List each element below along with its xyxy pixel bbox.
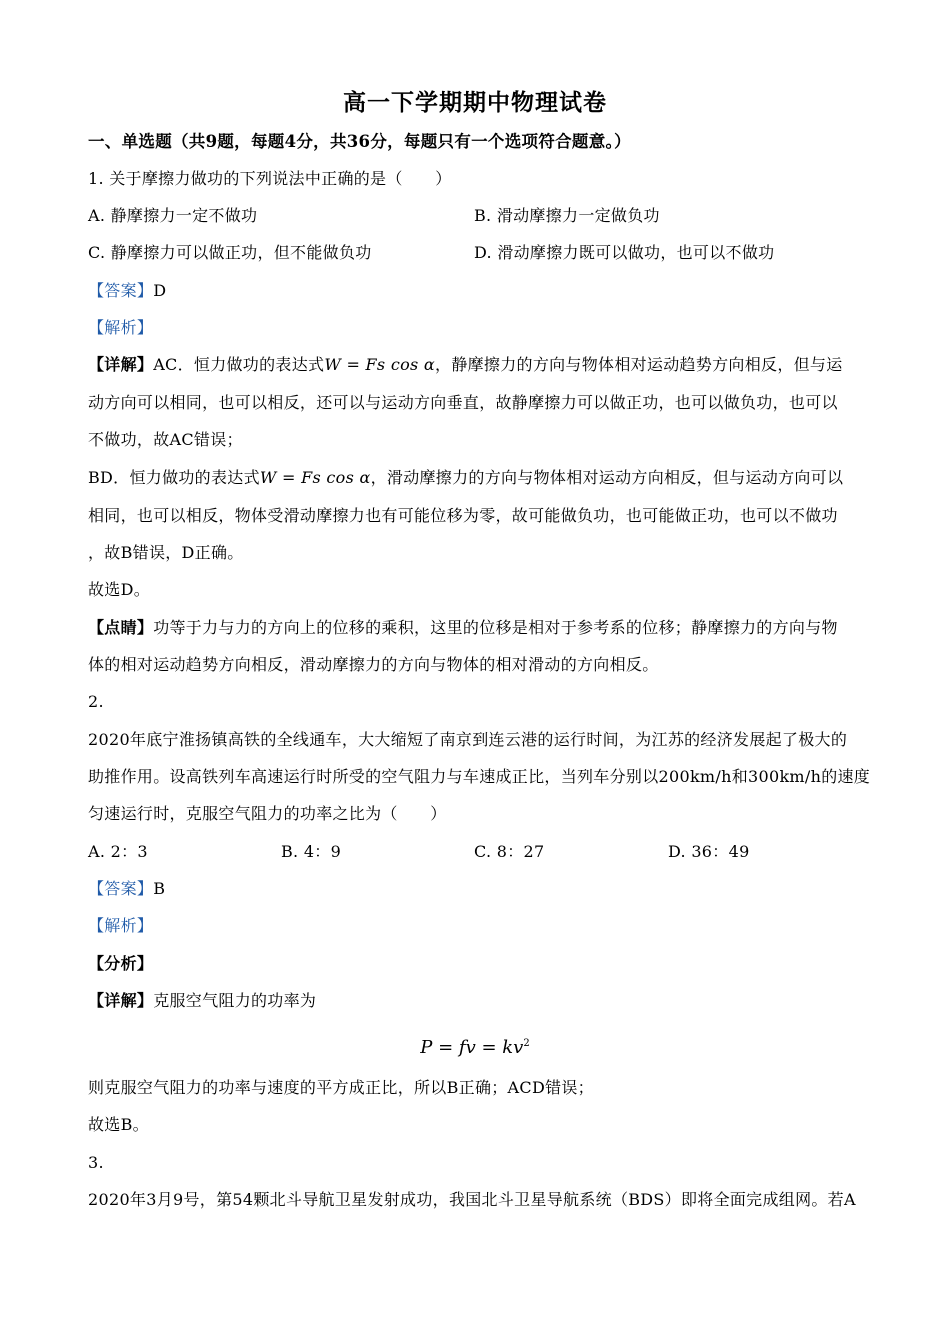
q1-option-b: B. 滑动摩擦力一定做负功 bbox=[474, 206, 660, 225]
q1-analysis-tag: 【解析】 bbox=[88, 318, 154, 337]
q2-stem-line-1: 2020年底宁淮扬镇高铁的全线通车，大大缩短了南京到连云港的运行时间，为江苏的经济发展起了极大的 bbox=[88, 730, 848, 749]
q1-option-c: C. 静摩擦力可以做正功，但不能做负功 bbox=[88, 243, 372, 262]
section-heading: 一、单选题（共9题，每题4分，共36分，每题只有一个选项符合题意。） bbox=[88, 132, 631, 151]
formula-exponent: 2 bbox=[523, 1038, 530, 1049]
detail-tag: 【详解】 bbox=[88, 355, 154, 374]
page-title: 高一下学期期中物理试卷 bbox=[343, 89, 607, 116]
work-formula: W = Fs cos α bbox=[259, 468, 371, 487]
answer-value: D bbox=[153, 281, 167, 300]
q2-fenxi-tag: 【分析】 bbox=[88, 954, 154, 973]
q2-number: 2. bbox=[88, 692, 104, 711]
q1-detail-line-2: 动方向可以相同，也可以相反，还可以与运动方向垂直，故静摩擦力可以做正功，也可以做负功，也可以 bbox=[88, 393, 838, 412]
q2-option-a: A. 2：3 bbox=[88, 842, 148, 861]
answer-tag: 【答案】 bbox=[88, 281, 154, 300]
q1-detail-line-5: 相同，也可以相反，物体受滑动摩擦力也有可能位移为零，故可能做负功，也可能做正功，也可以不做功 bbox=[88, 506, 838, 525]
detail-text: ，滑动摩擦力的方向与物体相对运动方向相反，但与运动方向可以 bbox=[370, 468, 844, 487]
q3-stem-line-1: 2020年3月9号，第54颗北斗导航卫星发射成功，我国北斗卫星导航系统（BDS）即将全面完成组网。若A bbox=[88, 1190, 856, 1209]
detail-text: AC．恒力做功的表达式 bbox=[153, 355, 325, 374]
q2-answer bbox=[88, 878, 165, 900]
q2-option-c: C. 8：27 bbox=[474, 842, 545, 861]
answer-value: B bbox=[153, 879, 166, 898]
q1-detail-line-6: ，故B错误，D正确。 bbox=[88, 543, 244, 562]
q2-option-b: B. 4：9 bbox=[281, 842, 342, 861]
q2-option-d: D. 36：49 bbox=[668, 842, 750, 861]
q2-detail-line-2: 则克服空气阻力的功率与速度的平方成正比，所以B正确；ACD错误； bbox=[88, 1078, 594, 1097]
q1-choose: 故选D。 bbox=[88, 580, 151, 599]
q2-analysis-tag: 【解析】 bbox=[88, 916, 154, 935]
q2-stem-line-2: 助推作用。设高铁列车高速运行时所受的空气阻力与车速成正比，当列车分别以200km/h和300km/h的速度 bbox=[88, 767, 871, 786]
detail-text: BD．恒力做功的表达式 bbox=[88, 468, 260, 487]
q1-option-d: D. 滑动摩擦力既可以做功，也可以不做功 bbox=[474, 243, 775, 262]
detail-text: ，静摩擦力的方向与物体相对运动趋势方向相反，但与运 bbox=[435, 355, 843, 374]
q3-number: 3. bbox=[88, 1153, 104, 1172]
q1-detail-line-1 bbox=[88, 354, 843, 376]
q1-option-a: A. 静摩擦力一定不做功 bbox=[88, 206, 258, 225]
q2-detail-line-1 bbox=[88, 990, 316, 1012]
work-formula: W = Fs cos α bbox=[324, 355, 436, 374]
detail-text: 克服空气阻力的功率为 bbox=[153, 991, 317, 1010]
formula-text: P = fv = kv bbox=[420, 1037, 524, 1058]
answer-tag: 【答案】 bbox=[88, 879, 154, 898]
q1-answer bbox=[88, 280, 166, 302]
q1-tip-line-1 bbox=[88, 617, 838, 639]
detail-tag: 【详解】 bbox=[88, 991, 154, 1010]
q2-stem-line-3: 匀速运行时，克服空气阻力的功率之比为（ ） bbox=[88, 804, 447, 823]
tip-text: 功等于力与力的方向上的位移的乘积，这里的位移是相对于参考系的位移；静摩擦力的方向与物 bbox=[153, 618, 838, 637]
q1-stem: 1. 关于摩擦力做功的下列说法中正确的是（ ） bbox=[88, 169, 452, 188]
q1-detail-line-4 bbox=[88, 467, 843, 489]
q2-choose: 故选B。 bbox=[88, 1115, 149, 1134]
tip-tag: 【点睛】 bbox=[88, 618, 154, 637]
power-formula bbox=[0, 1032, 950, 1060]
q1-detail-line-3: 不做功，故AC错误； bbox=[88, 430, 243, 449]
q1-tip-line-2: 体的相对运动趋势方向相反，滑动摩擦力的方向与物体的相对滑动的方向相反。 bbox=[88, 655, 659, 674]
